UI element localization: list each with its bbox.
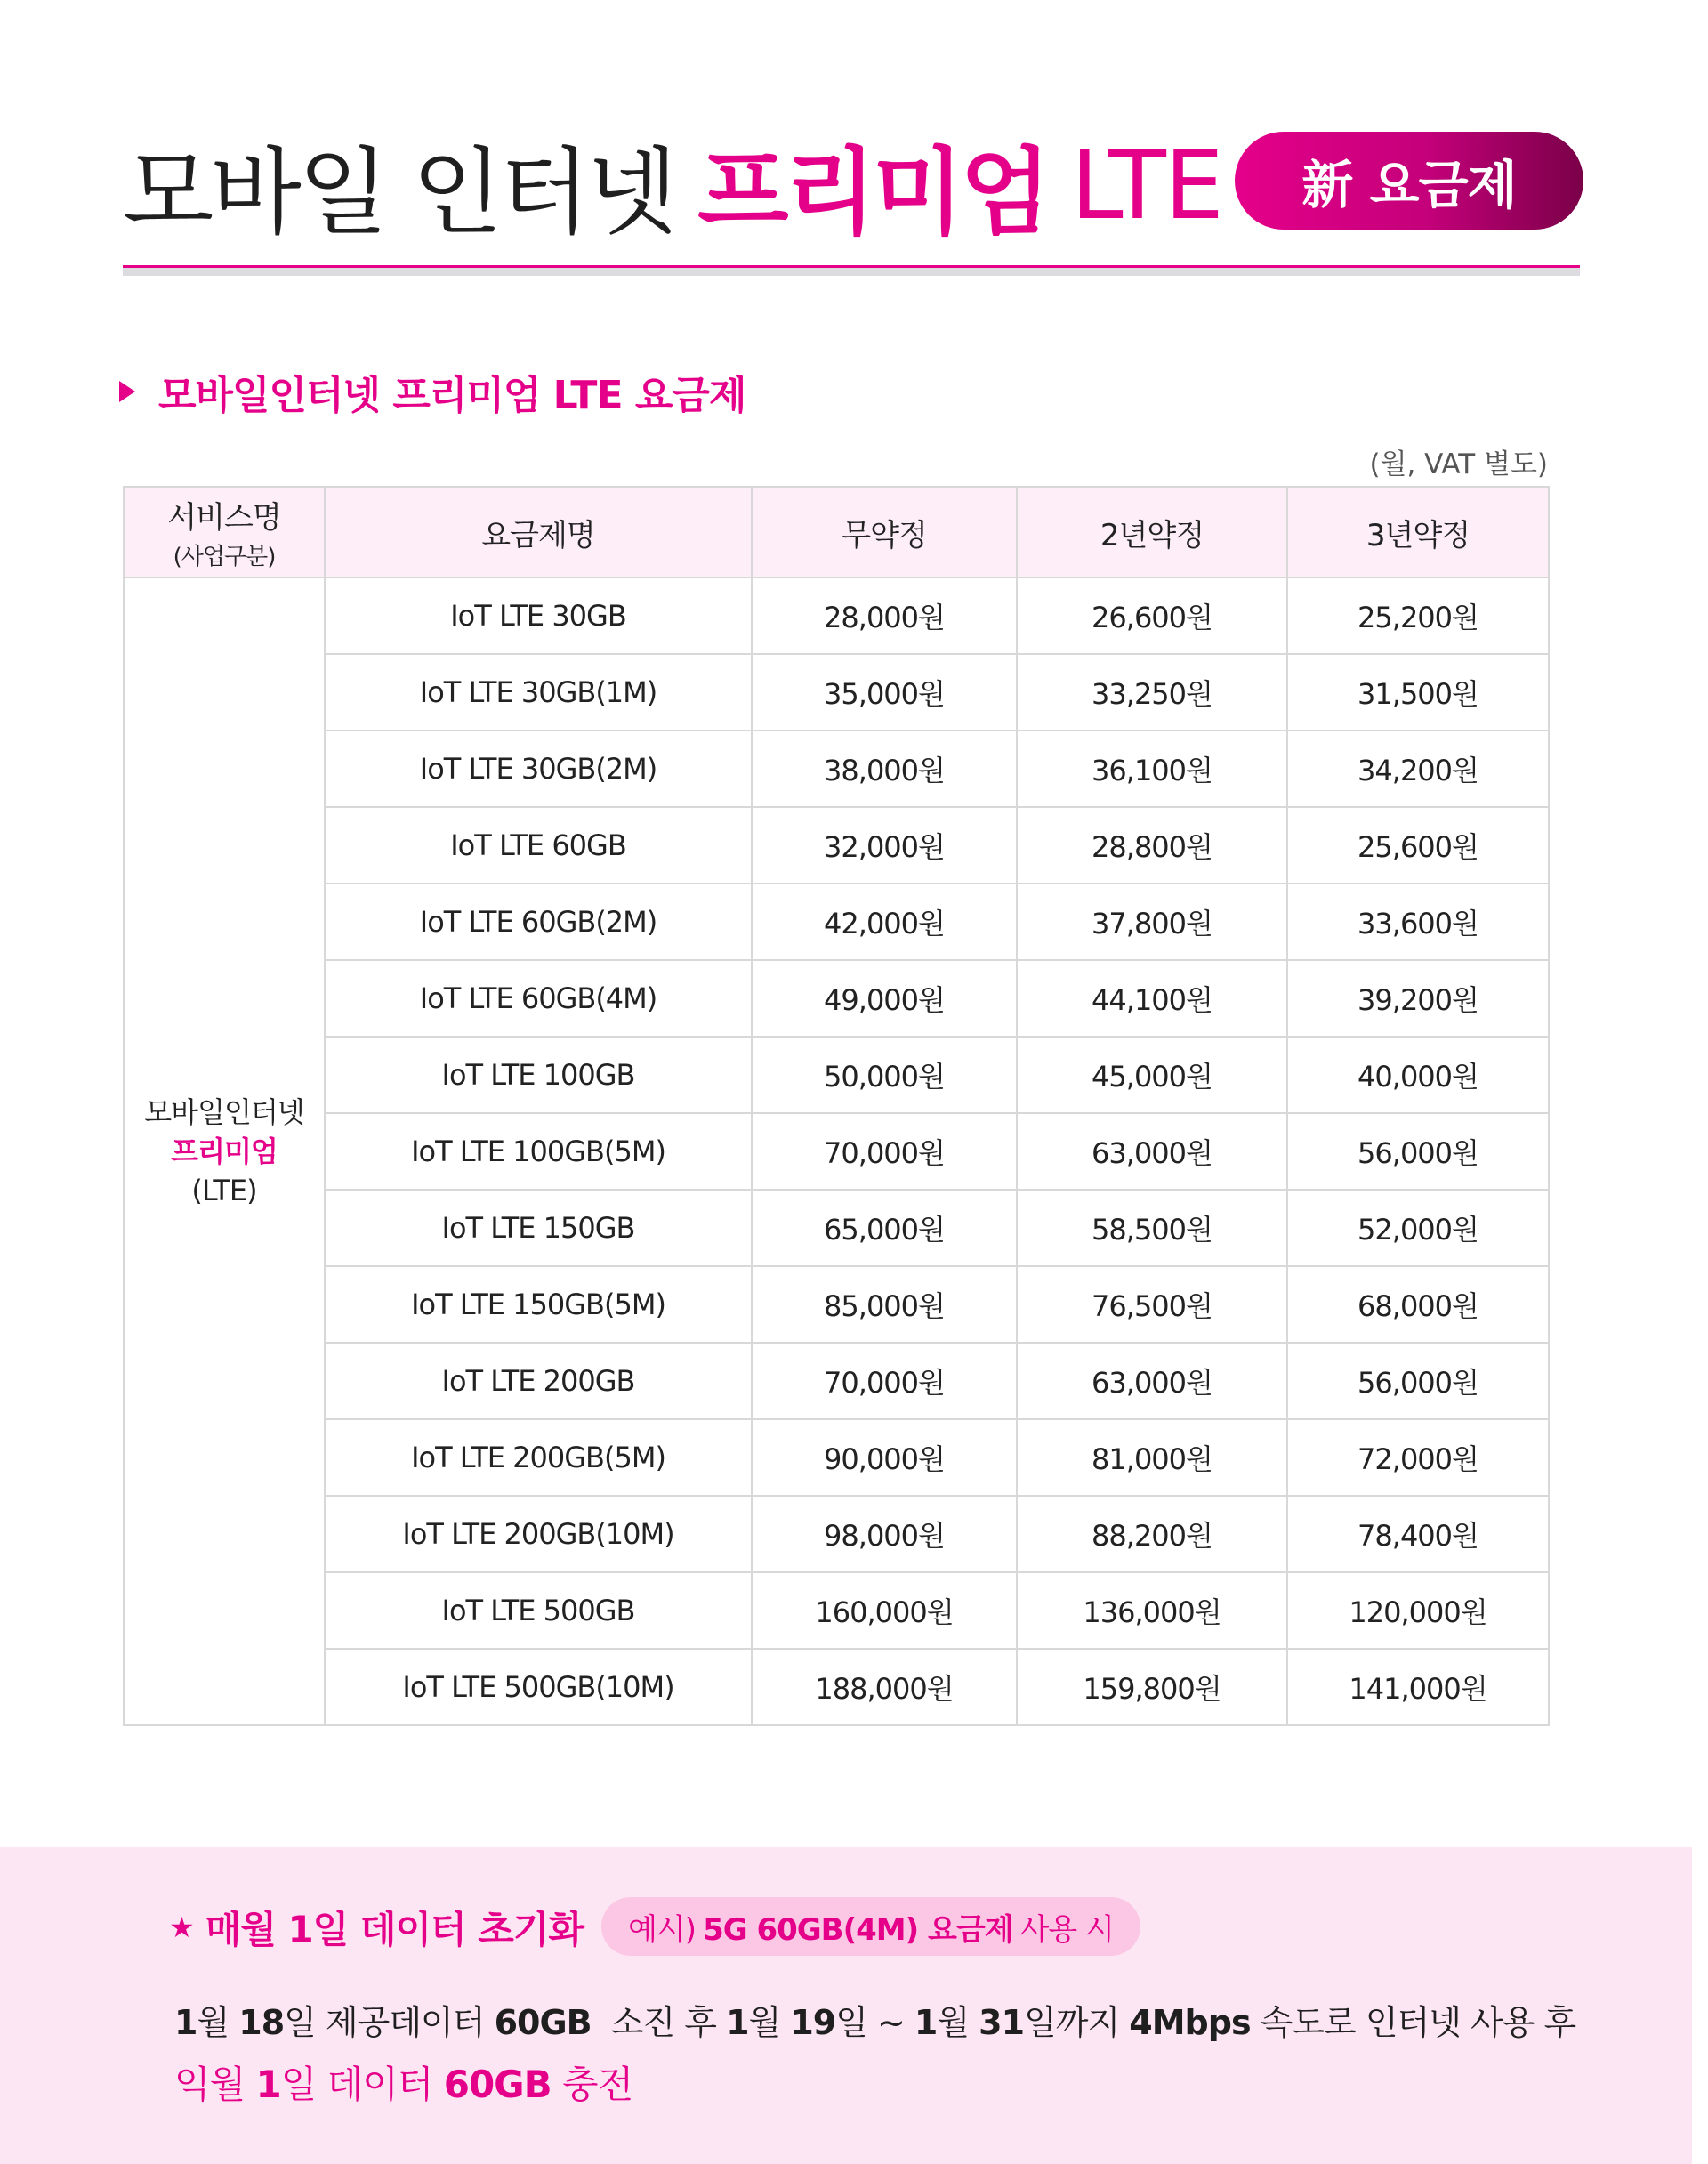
plan-name-cell: IoT LTE 100GB — [325, 1037, 752, 1113]
title-part-2: 프리미엄 — [697, 138, 1048, 247]
example-prefix: 예시) — [628, 1911, 697, 1948]
price-three-year-cell: 40,000원 — [1287, 1037, 1549, 1113]
plan-name-cell: IoT LTE 150GB(5M) — [325, 1266, 752, 1343]
header-two-year: 2년약정 — [1017, 487, 1287, 577]
page-title — [123, 123, 1222, 247]
price-two-year-cell: 36,100원 — [1017, 731, 1287, 807]
title-part-1: 모바일 인터넷 — [123, 138, 675, 247]
service-name-line1: 모바일인터넷 — [144, 1095, 304, 1129]
example-suffix: 사용 시 — [1019, 1911, 1114, 1948]
info-line-2 — [174, 2055, 632, 2109]
info-text: 월 — [197, 2003, 239, 2042]
price-three-year-cell: 39,200원 — [1287, 960, 1549, 1037]
price-two-year-cell: 76,500원 — [1017, 1266, 1287, 1343]
table-row — [124, 1266, 1549, 1343]
price-two-year-cell: 58,500원 — [1017, 1190, 1287, 1266]
info-text: 속도로 인터넷 사용 후 — [1250, 2003, 1576, 2042]
vat-note: (월, VAT 별도) — [1369, 448, 1548, 480]
service-name-line2: 프리미엄 — [171, 1134, 278, 1168]
price-table-body — [124, 577, 1549, 1725]
info-text: 19 — [790, 2003, 836, 2042]
table-row — [124, 654, 1549, 731]
plan-name-cell: IoT LTE 60GB(4M) — [325, 960, 752, 1037]
price-three-year-cell: 31,500원 — [1287, 654, 1549, 731]
service-name-line3: (LTE) — [191, 1174, 257, 1207]
price-two-year-cell: 63,000원 — [1017, 1113, 1287, 1190]
price-three-year-cell: 56,000원 — [1287, 1113, 1549, 1190]
price-no-contract-cell: 32,000원 — [752, 807, 1017, 884]
info-text: 1 — [914, 2003, 938, 2042]
header-service-label: 서비스명 — [167, 500, 281, 536]
plan-name-cell: IoT LTE 200GB — [325, 1343, 752, 1419]
price-two-year-cell: 159,800원 — [1017, 1649, 1287, 1725]
section-header — [119, 365, 745, 418]
info-text: 월 — [748, 2003, 791, 2042]
info-text: 1 — [174, 2003, 197, 2042]
price-three-year-cell: 68,000원 — [1287, 1266, 1549, 1343]
price-three-year-cell: 141,000원 — [1287, 1649, 1549, 1725]
table-row — [124, 807, 1549, 884]
plan-name-cell: IoT LTE 200GB(5M) — [325, 1419, 752, 1496]
info-title: 매월 1일 데이터 초기화 — [205, 1908, 584, 1951]
price-no-contract-cell: 85,000원 — [752, 1266, 1017, 1343]
price-three-year-cell: 25,600원 — [1287, 807, 1549, 884]
info-text: 60GB — [494, 2003, 592, 2042]
price-no-contract-cell: 42,000원 — [752, 884, 1017, 960]
price-two-year-cell: 136,000원 — [1017, 1572, 1287, 1649]
table-row — [124, 1190, 1549, 1266]
price-two-year-cell: 45,000원 — [1017, 1037, 1287, 1113]
price-two-year-cell: 81,000원 — [1017, 1419, 1287, 1496]
price-three-year-cell: 78,400원 — [1287, 1496, 1549, 1572]
price-two-year-cell: 37,800원 — [1017, 884, 1287, 960]
price-no-contract-cell: 98,000원 — [752, 1496, 1017, 1572]
info-text: 1 — [726, 2003, 749, 2042]
price-two-year-cell: 28,800원 — [1017, 807, 1287, 884]
example-plan: 5G 60GB(4M) 요금제 — [703, 1911, 1013, 1948]
table-header-row — [124, 487, 1549, 577]
plan-name-cell: IoT LTE 500GB(10M) — [325, 1649, 752, 1725]
info-text: 일까지 — [1024, 2003, 1130, 2042]
info-text: 소진 후 — [591, 2003, 727, 2042]
plan-name-cell: IoT LTE 60GB(2M) — [325, 884, 752, 960]
table-row — [124, 1419, 1549, 1496]
price-three-year-cell: 120,000원 — [1287, 1572, 1549, 1649]
plan-name-cell: IoT LTE 30GB(2M) — [325, 731, 752, 807]
header-service — [124, 487, 325, 577]
price-no-contract-cell: 70,000원 — [752, 1343, 1017, 1419]
plan-name-cell: IoT LTE 30GB — [325, 577, 752, 654]
price-no-contract-cell: 50,000원 — [752, 1037, 1017, 1113]
info-text: 월 — [937, 2003, 979, 2042]
price-no-contract-cell: 188,000원 — [752, 1649, 1017, 1725]
price-no-contract-cell: 35,000원 — [752, 654, 1017, 731]
price-no-contract-cell: 70,000원 — [752, 1113, 1017, 1190]
price-two-year-cell: 26,600원 — [1017, 577, 1287, 654]
table-row — [124, 577, 1549, 654]
new-plan-badge: 新 요금제 — [1235, 132, 1583, 230]
info-text: 일 제공데이터 — [284, 2003, 495, 2042]
star-icon: ★ — [169, 1910, 195, 1944]
info-text: 31 — [979, 2003, 1025, 2042]
info-text: 일 ~ — [835, 2003, 914, 2042]
price-no-contract-cell: 160,000원 — [752, 1572, 1017, 1649]
price-two-year-cell: 44,100원 — [1017, 960, 1287, 1037]
example-pill — [601, 1897, 1140, 1956]
info-header — [169, 1896, 584, 1958]
table-row — [124, 1649, 1549, 1725]
info-text: 60GB — [443, 2063, 552, 2106]
price-three-year-cell: 52,000원 — [1287, 1190, 1549, 1266]
plan-name-cell: IoT LTE 150GB — [325, 1190, 752, 1266]
price-three-year-cell: 33,600원 — [1287, 884, 1549, 960]
info-line-1 — [174, 1995, 1575, 2044]
price-two-year-cell: 33,250원 — [1017, 654, 1287, 731]
info-text: 일 데이터 — [280, 2063, 444, 2106]
title-divider-shadow — [123, 268, 1580, 276]
table-row — [124, 960, 1549, 1037]
price-three-year-cell: 72,000원 — [1287, 1419, 1549, 1496]
service-name-cell — [124, 577, 325, 1725]
price-three-year-cell: 25,200원 — [1287, 577, 1549, 654]
table-row — [124, 1572, 1549, 1649]
info-text: 18 — [238, 2003, 285, 2042]
triangle-bullet-icon — [119, 381, 135, 402]
plan-name-cell: IoT LTE 500GB — [325, 1572, 752, 1649]
table-row — [124, 1343, 1549, 1419]
title-part-3: LTE — [1070, 130, 1222, 240]
table-row — [124, 1037, 1549, 1113]
plan-name-cell: IoT LTE 30GB(1M) — [325, 654, 752, 731]
plan-name-cell: IoT LTE 200GB(10M) — [325, 1496, 752, 1572]
price-no-contract-cell: 65,000원 — [752, 1190, 1017, 1266]
header-service-sub: (사업구분) — [173, 544, 276, 570]
price-two-year-cell: 63,000원 — [1017, 1343, 1287, 1419]
plan-name-cell: IoT LTE 60GB — [325, 807, 752, 884]
table-row — [124, 1496, 1549, 1572]
info-text: 충전 — [551, 2063, 633, 2106]
header-no-contract: 무약정 — [752, 487, 1017, 577]
table-row — [124, 1113, 1549, 1190]
price-no-contract-cell: 28,000원 — [752, 577, 1017, 654]
price-two-year-cell: 88,200원 — [1017, 1496, 1287, 1572]
info-text: 익월 — [174, 2063, 256, 2106]
header-plan: 요금제명 — [325, 487, 752, 577]
price-three-year-cell: 56,000원 — [1287, 1343, 1549, 1419]
price-no-contract-cell: 49,000원 — [752, 960, 1017, 1037]
price-no-contract-cell: 38,000원 — [752, 731, 1017, 807]
table-row — [124, 884, 1549, 960]
price-no-contract-cell: 90,000원 — [752, 1419, 1017, 1496]
info-text: 4Mbps — [1129, 2003, 1251, 2042]
price-table — [123, 486, 1550, 1726]
header-three-year: 3년약정 — [1287, 487, 1549, 577]
info-text: 1 — [255, 2063, 281, 2106]
table-row — [124, 731, 1549, 807]
plan-name-cell: IoT LTE 100GB(5M) — [325, 1113, 752, 1190]
section-title: 모바일인터넷 프리미엄 LTE 요금제 — [158, 373, 746, 418]
price-three-year-cell: 34,200원 — [1287, 731, 1549, 807]
